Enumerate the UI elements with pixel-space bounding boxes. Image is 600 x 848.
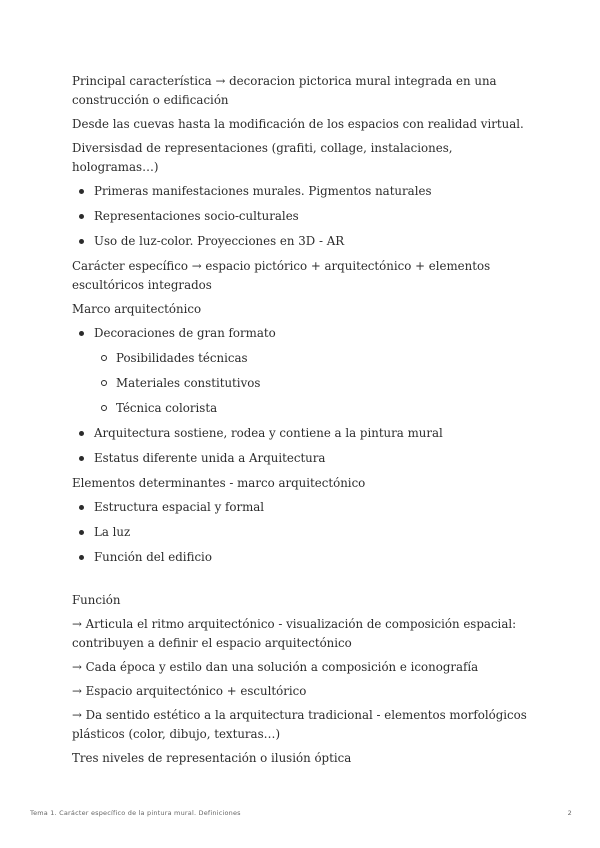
paragraph-elementos: Elementos determinantes - marco arquitectónico [72,476,366,490]
paragraph-sentido: → Da sentido estético a la arquitectura tradicional - elementos morfológicos plásticos (color, dibujo, texturas…) [72,708,527,741]
list-item: Uso de luz-color. Proyecciones en 3D - AR [72,232,542,251]
list-item: La luz [72,523,542,542]
paragraph-epoca: → Cada época y estilo dan una solución a composición e iconografía [72,660,479,674]
paragraph-ritmo: → Articula el ritmo arquitectónico - visualización de composición espacial: contribuyen a definir el espacio arquitectónico [72,617,517,650]
paragraph-principal: Principal característica → decoracion pictorica mural integrada en una construcción o edificación [72,74,497,107]
document-body [72,72,542,773]
list-item: Función del edificio [72,548,542,567]
footer-title: Tema 1. Carácter específico de la pintura mural. Definiciones [30,809,241,817]
list-item: Representaciones socio-culturales [72,207,542,226]
paragraph-caracter: Carácter específico → espacio pictórico + arquitectónico + elementos escultóricos integrados [72,259,491,292]
list-item: Arquitectura sostiene, rodea y contiene a la pintura mural [72,424,542,443]
sub-list-item: Técnica colorista [94,399,542,418]
paragraph-diversidad: Diversisdad de representaciones (grafiti, collage, instalaciones, hologramas…) [72,141,453,174]
spacer [72,573,542,591]
page-number: 2 [567,809,572,817]
bullet-list-manifestaciones [72,182,542,251]
page-footer [30,809,572,817]
list-item [72,324,542,418]
paragraph-marco: Marco arquitectónico [72,302,202,316]
paragraph-cuevas: Desde las cuevas hasta la modificación de los espacios con realidad virtual. [72,117,524,131]
list-item: Estructura espacial y formal [72,498,542,517]
bullet-list-elementos [72,498,542,567]
paragraph-niveles: Tres niveles de representación o ilusión óptica [72,751,352,765]
heading-funcion: Función [72,593,121,607]
list-item-text: Decoraciones de gran formato [94,326,276,340]
bullet-list-marco [72,324,542,468]
list-item: Estatus diferente unida a Arquitectura [72,449,542,468]
sub-list-item: Posibilidades técnicas [94,349,542,368]
sub-list-item: Materiales constitutivos [94,374,542,393]
paragraph-espacio: → Espacio arquitectónico + escultórico [72,684,307,698]
list-item: Primeras manifestaciones murales. Pigmentos naturales [72,182,542,201]
sub-list [94,349,542,418]
